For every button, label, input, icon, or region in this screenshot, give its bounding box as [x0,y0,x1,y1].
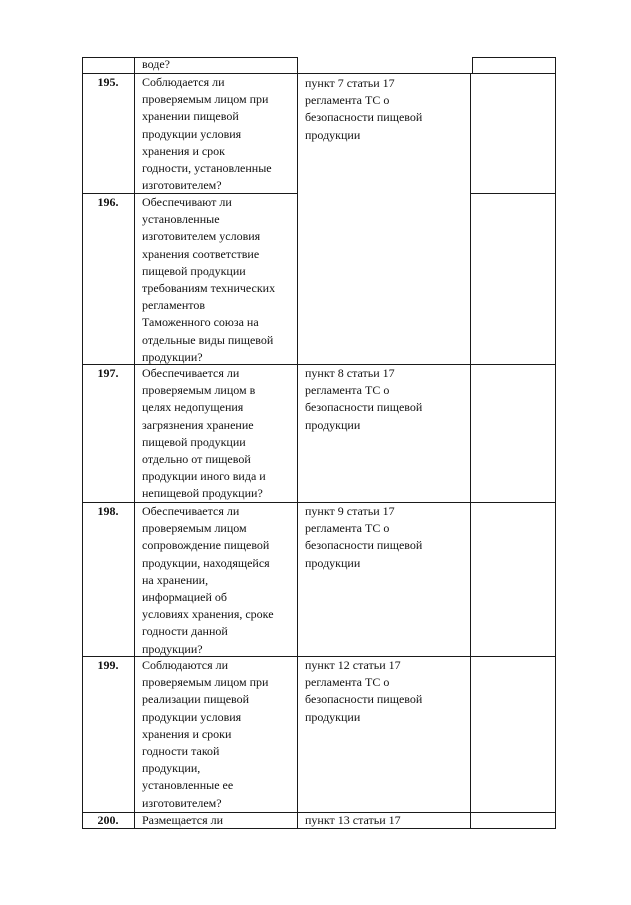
question-cell: Соблюдаются ли проверяемым лицом при реализации пищевой продукции условия хранения и сроки годности такой продукции, установленные ее изготовителем? [142,658,269,810]
row-number: 195. [97,75,119,89]
question-cell: Обеспечивается ли проверяемым лицом в целях недопущения загрязнения хранение пищевой продукции отдельно от пищевой продукции иного вида и непищевой продукции? [142,366,266,501]
table-rule [297,57,298,829]
row-number: 197. [97,366,119,380]
question-cell: Соблюдается ли проверяемым лицом при хранении пищевой продукции условия хранения и срок годности, установленные изготовителем? [142,75,272,193]
reference-cell: пункт 7 статьи 17 регламента ТС о безопасности пищевой продукции [305,76,423,142]
question-cell: Обеспечивают ли установленные изготовителем условия хранения соответствие пищевой продукции требованиям технических регламентов Таможенного союза на отдельные виды пищевой продукции? [142,195,276,364]
question-cell: Обеспечивается ли проверяемым лицом сопровождение пищевой продукции, находящейся на хранении, информацией об условиях хранения, сроке годности данной продукции? [142,504,274,656]
table-rule [472,57,473,73]
reference-cell: пункт 9 статьи 17 регламента ТС о безопасности пищевой продукции [305,504,423,570]
table-rule [555,57,556,829]
table-rule [470,193,556,194]
table-rule [82,57,298,58]
table-rule [82,57,83,829]
question-cell: Размещается ли [142,813,224,827]
row-number: 196. [97,195,119,209]
reference-cell: пункт 13 статьи 17 [305,813,401,827]
row-number: 200. [97,813,119,827]
row-number: 199. [97,658,119,672]
row-number: 198. [97,504,119,518]
reference-cell: пункт 8 статьи 17 регламента ТС о безопасности пищевой продукции [305,366,423,432]
table-rule [134,57,135,829]
question-cell: воде? [142,57,170,71]
reference-cell: пункт 12 статьи 17 регламента ТС о безопасности пищевой продукции [305,658,423,724]
table-rule [470,73,471,829]
table-rule [472,57,556,58]
